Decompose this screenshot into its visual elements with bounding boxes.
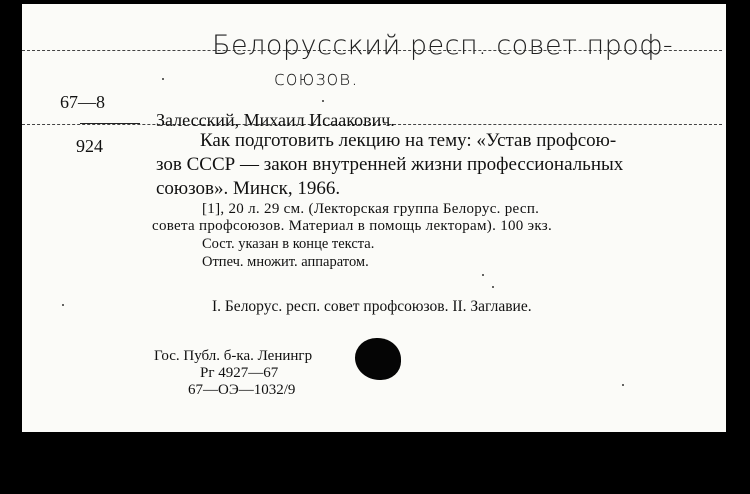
- call-number-top: 67—8: [60, 92, 105, 112]
- collation-line-1: [1], 20 л. 29 см. (Лекторская группа Белорус. респ.: [202, 201, 540, 217]
- handwritten-heading-line-1: Белорусский респ. совет проф-: [212, 30, 674, 61]
- location-line-2: Рг 4927—67: [200, 365, 279, 381]
- ruled-line: [80, 123, 140, 124]
- speck: [622, 384, 624, 386]
- handwritten-heading-line-2: союзов.: [274, 66, 359, 90]
- speck: [322, 100, 324, 102]
- title-line-3: союзов». Минск, 1966.: [156, 178, 341, 199]
- speck: [62, 304, 64, 306]
- location-line-1: Гос. Публ. б-ка. Ленингр: [154, 348, 313, 364]
- note-line-2: Отпеч. множит. аппаратом.: [202, 254, 369, 270]
- note-line-1: Сост. указан в конце текста.: [202, 236, 375, 252]
- catalog-card: [22, 4, 726, 432]
- call-number-bottom: 924: [76, 136, 103, 156]
- ink-blot-stamp: [355, 338, 401, 380]
- speck: [492, 286, 494, 288]
- location-line-3: 67—ОЭ—1032/9: [188, 382, 296, 398]
- title-line-1: Как подготовить лекцию на тему: «Устав профсою-: [200, 130, 617, 151]
- speck: [162, 78, 164, 80]
- collation-line-2: совета профсоюзов. Материал в помощь лекторам). 100 экз.: [152, 218, 553, 234]
- scan-border: [728, 0, 750, 494]
- author-heading: Залесский, Михаил Исаакович.: [156, 110, 395, 130]
- title-line-2: зов СССР — закон внутренней жизни профессиональных: [156, 154, 624, 175]
- tracing-line: I. Белорус. респ. совет профсоюзов. II. Заглавие.: [212, 298, 532, 315]
- speck: [482, 274, 484, 276]
